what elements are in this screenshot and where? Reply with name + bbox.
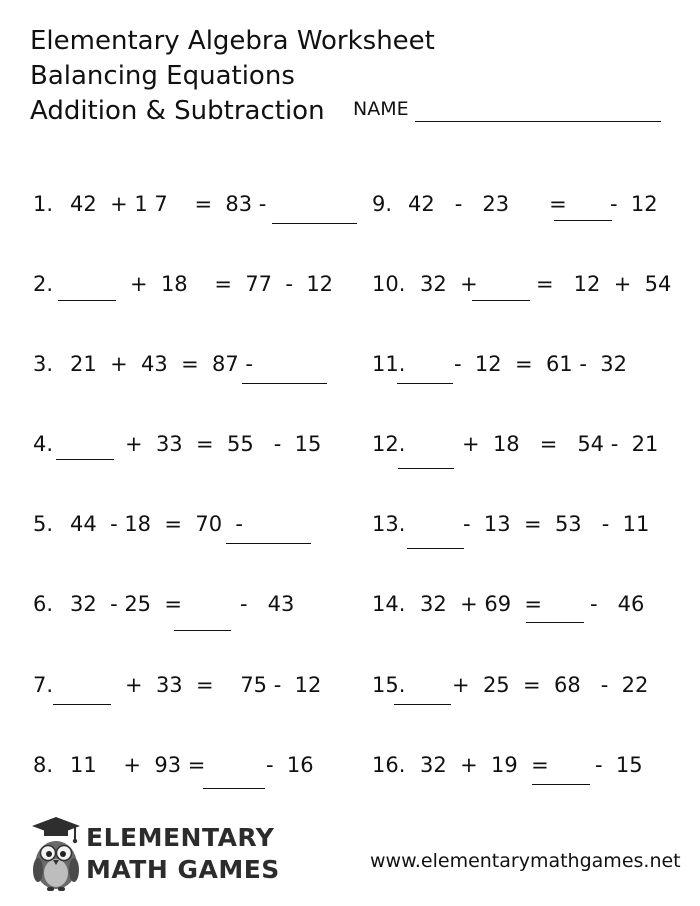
answer-blank[interactable] xyxy=(532,784,590,785)
problem-expression: + 25 = 68 - 22 xyxy=(452,673,649,697)
logo-line-2: MATH GAMES xyxy=(86,855,280,884)
problem-expression: 32 - 25 = xyxy=(70,592,182,616)
site-logo xyxy=(30,815,280,895)
answer-blank[interactable] xyxy=(226,543,311,544)
problem-expression: 32 + 19 = xyxy=(420,753,549,777)
problem-number: 11. xyxy=(372,352,406,376)
answer-blank[interactable] xyxy=(407,548,464,549)
answer-blank[interactable] xyxy=(397,383,453,384)
problem-number: 4. xyxy=(33,432,54,456)
problem-expression: 42 + 1 7 = 83 - xyxy=(70,192,267,216)
worksheet-title: Elementary Algebra Worksheet xyxy=(30,26,435,56)
problem-number: 16. xyxy=(372,753,406,777)
problem-expression: 42 - 23 = xyxy=(408,192,567,216)
answer-blank[interactable] xyxy=(203,788,265,789)
name-label: NAME xyxy=(353,98,409,120)
worksheet-topic: Addition & Subtraction xyxy=(30,96,325,126)
problem-expression-tail: - 12 xyxy=(610,192,658,216)
problem-number: 1. xyxy=(33,192,54,216)
problem-expression: 32 + 69 = xyxy=(420,592,543,616)
logo-line-1: ELEMENTARY xyxy=(86,823,275,852)
answer-blank[interactable] xyxy=(56,459,114,460)
problem-number: 12. xyxy=(372,432,406,456)
problem-expression-tail: - 15 xyxy=(595,753,643,777)
answer-blank[interactable] xyxy=(174,630,231,631)
name-blank[interactable] xyxy=(415,121,661,122)
answer-blank[interactable] xyxy=(398,468,454,469)
problem-expression: - 13 = 53 - 11 xyxy=(463,512,650,536)
problem-expression-tail: - 46 xyxy=(590,592,645,616)
problem-expression-tail: - 43 xyxy=(240,592,295,616)
problem-expression: 44 - 18 = 70 - xyxy=(70,512,243,536)
website-link[interactable]: www.elementarymathgames.net xyxy=(370,850,681,872)
problem-number: 15. xyxy=(372,673,406,697)
answer-blank[interactable] xyxy=(472,300,530,301)
problem-expression: + 18 = 77 - 12 xyxy=(130,272,334,296)
worksheet-subtitle: Balancing Equations xyxy=(30,61,295,91)
answer-blank[interactable] xyxy=(58,300,116,301)
problem-number: 9. xyxy=(372,192,393,216)
answer-blank[interactable] xyxy=(272,223,357,224)
problem-expression: + 33 = 55 - 15 xyxy=(125,432,322,456)
problem-expression-tail: - 16 xyxy=(266,753,314,777)
problem-number: 14. xyxy=(372,592,406,616)
problem-number: 6. xyxy=(33,592,54,616)
problem-number: 5. xyxy=(33,512,54,536)
problem-number: 2. xyxy=(33,272,54,296)
answer-blank[interactable] xyxy=(526,622,584,623)
problem-number: 7. xyxy=(33,673,54,697)
problem-number: 8. xyxy=(33,753,54,777)
problem-expression: + 33 = 75 - 12 xyxy=(125,673,322,697)
problem-number: 13. xyxy=(372,512,406,536)
answer-blank[interactable] xyxy=(242,383,327,384)
problem-expression: 32 + xyxy=(420,272,478,296)
problem-number: 3. xyxy=(33,352,54,376)
problem-number: 10. xyxy=(372,272,406,296)
owl-mascot-icon xyxy=(30,815,82,893)
problem-expression: 21 + 43 = 87 - xyxy=(70,352,254,376)
problem-expression-tail: = 12 + 54 xyxy=(536,272,672,296)
answer-blank[interactable] xyxy=(53,704,111,705)
answer-blank[interactable] xyxy=(394,704,451,705)
problem-expression: + 18 = 54 - 21 xyxy=(462,432,659,456)
problem-expression: 11 + 93 = xyxy=(70,753,206,777)
problem-expression: - 12 = 61 - 32 xyxy=(454,352,627,376)
answer-blank[interactable] xyxy=(554,220,612,221)
